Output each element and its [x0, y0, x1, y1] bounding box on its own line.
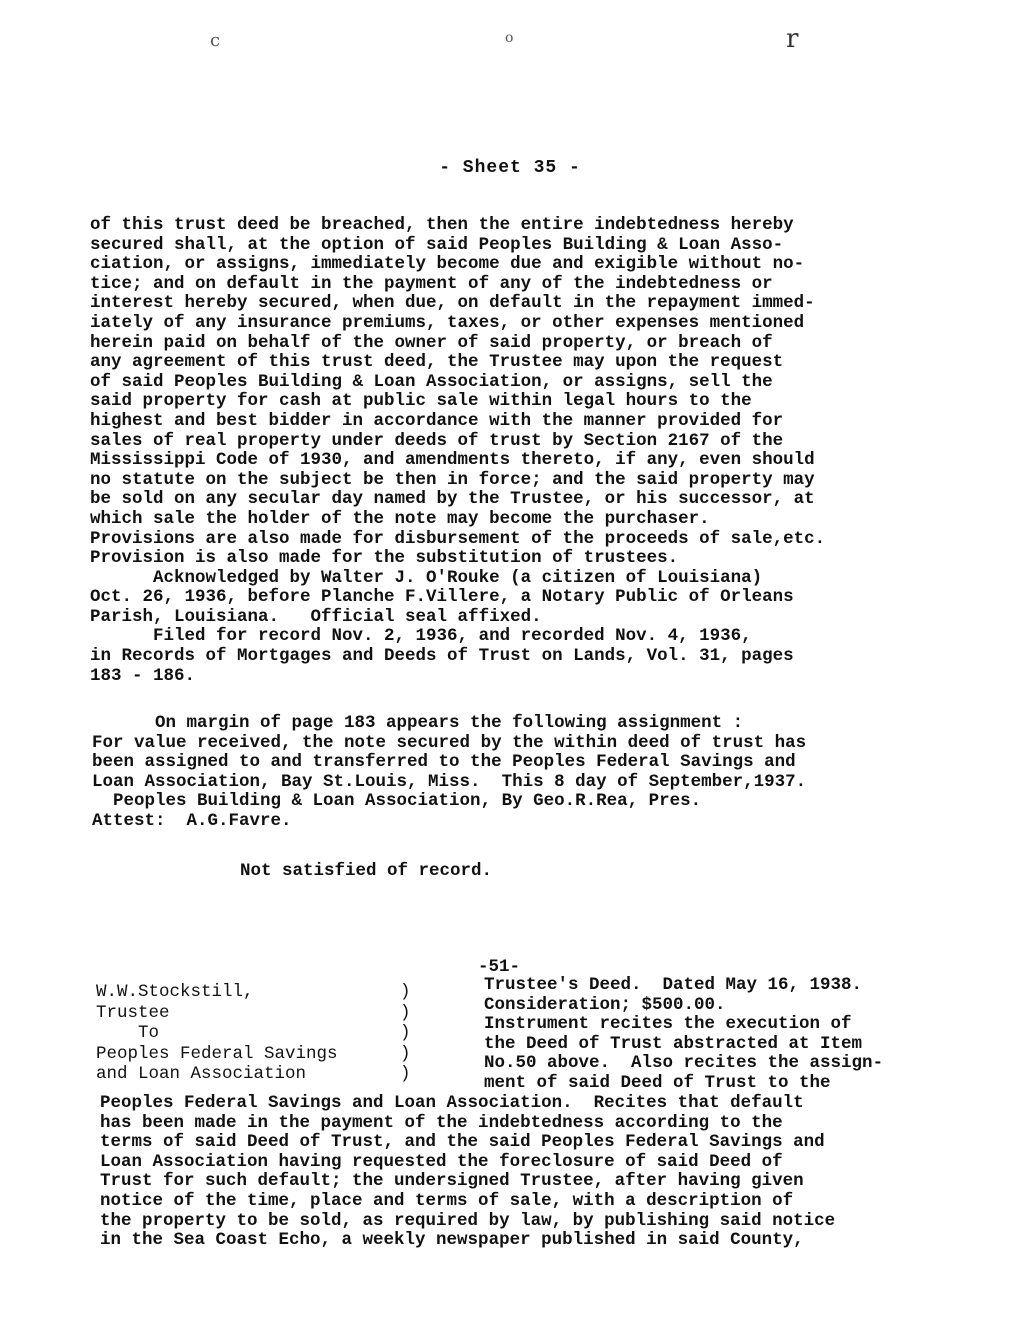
assignment-line: On margin of page 183 appears the following assignment : [92, 713, 744, 733]
sheet-number-header: - Sheet 35 - [439, 158, 581, 178]
deed-line: the Deed of Trust abstracted at Item [484, 1033, 863, 1054]
recital-line: Loan Association having requested the foreclosure of said Deed of [100, 1151, 783, 1172]
recital-line: terms of said Deed of Trust, and the said Peoples Federal Savings and [100, 1132, 825, 1153]
record-status-note: Not satisfied of record. [240, 861, 493, 881]
body-line: 183 - 186. [90, 665, 196, 686]
party-line: Trustee [96, 1002, 170, 1023]
deed-line: No.50 above. Also recites the assign- [484, 1053, 884, 1074]
body-line: Provisions are also made for disbursement of the proceeds of sale,etc. [90, 528, 826, 549]
assignment-line: Peoples Building & Loan Association, By Geo.R.Rea, Pres. [92, 791, 702, 812]
deed-line: Instrument recites the execution of [484, 1014, 852, 1035]
body-line: said property for cash at public sale within legal hours to the [90, 391, 752, 412]
bracket-glyph: ) [400, 982, 411, 1002]
party-line: W.W.Stockstill, [96, 982, 254, 1002]
trustee-deed-summary [484, 976, 984, 1094]
recital-line: Peoples Federal Savings and Loan Association. Recites that default [100, 1093, 804, 1113]
body-line: no statute on the subject be then in force; and the said property may [90, 469, 815, 490]
deed-line: Consideration; $500.00. [484, 994, 726, 1015]
body-line: Provision is also made for the substitution of trustees. [90, 548, 679, 569]
punch-mark-center: o [505, 30, 514, 46]
body-line: Filed for record Nov. 2, 1936, and recorded Nov. 4, 1936, [90, 626, 752, 647]
body-line: of said Peoples Building & Loan Association, or assigns, sell the [90, 371, 773, 392]
body-line: Acknowledged by Walter J. O'Rouke (a citizen of Louisiana) [90, 567, 763, 588]
recital-line: the property to be sold, as required by law, by publishing said notice [100, 1210, 836, 1231]
body-line: highest and best bidder in accordance with the manner provided for [90, 410, 784, 431]
parties-block [96, 982, 386, 1085]
bracket-glyph: ) [400, 1002, 411, 1023]
bracket-glyph: ) [400, 1043, 411, 1064]
punch-mark-right: r [786, 24, 799, 54]
body-line: herein paid on behalf of the owner of said property, or breach of [90, 332, 773, 353]
bracket-glyph: ) [400, 1064, 411, 1084]
bracket-column [400, 982, 411, 1085]
party-line: and Loan Association [96, 1064, 307, 1084]
body-line: in Records of Mortgages and Deeds of Trust on Lands, Vol. 31, pages [90, 646, 794, 667]
body-line: Parish, Louisiana. Official seal affixed. [90, 606, 542, 627]
body-line: ciation, or assigns, immediately become due and exigible without no- [90, 254, 805, 275]
deed-line: ment of said Deed of Trust to the [484, 1072, 831, 1093]
bracket-glyph: ) [400, 1023, 411, 1043]
body-line: interest hereby secured, when due, on default in the repayment immed- [90, 293, 815, 314]
body-line: of this trust deed be breached, then the entire indebtedness hereby [90, 215, 794, 235]
assignment-line: been assigned to and transferred to the Peoples Federal Savings and [92, 752, 796, 773]
body-line: Mississippi Code of 1930, and amendments thereto, if any, even should [90, 450, 815, 471]
body-line: be sold on any secular day named by the Trustee, or his successor, at [90, 489, 815, 510]
body-line: iately of any insurance premiums, taxes, or other expenses mentioned [90, 312, 805, 333]
deed-recitals-text [100, 1094, 960, 1251]
assignment-line: Loan Association, Bay St.Louis, Miss. This 8 day of September,1937. [92, 771, 807, 792]
recital-line: has been made in the payment of the indebtedness according to the [100, 1112, 783, 1133]
deed-body-text [90, 216, 950, 686]
recital-line: in the Sea Coast Echo, a weekly newspaper published in said County, [100, 1230, 804, 1251]
body-line: which sale the holder of the note may become the purchaser. [90, 508, 710, 529]
margin-assignment-text [92, 714, 952, 832]
body-line: sales of real property under deeds of trust by Section 2167 of the [90, 430, 784, 451]
recital-line: Trust for such default; the undersigned Trustee, after having given [100, 1171, 804, 1192]
recital-line: notice of the time, place and terms of sale, with a description of [100, 1190, 794, 1211]
party-line: Peoples Federal Savings [96, 1043, 338, 1064]
body-line: Oct. 26, 1936, before Planche F.Villere, a Notary Public of Orleans [90, 587, 794, 608]
party-line: To [96, 1023, 160, 1043]
punch-mark-left: c [210, 30, 221, 51]
deed-line: Trustee's Deed. Dated May 16, 1938. [484, 975, 863, 995]
assignment-line: For value received, the note secured by the within deed of trust has [92, 732, 807, 753]
body-line: secured shall, at the option of said Peoples Building & Loan Asso- [90, 234, 784, 255]
body-line: any agreement of this trust deed, the Trustee may upon the request [90, 352, 784, 373]
assignment-line: Attest: A.G.Favre. [92, 810, 292, 831]
entry-number: -51- [478, 957, 521, 977]
body-line: tice; and on default in the payment of any of the indebtedness or [90, 273, 773, 294]
